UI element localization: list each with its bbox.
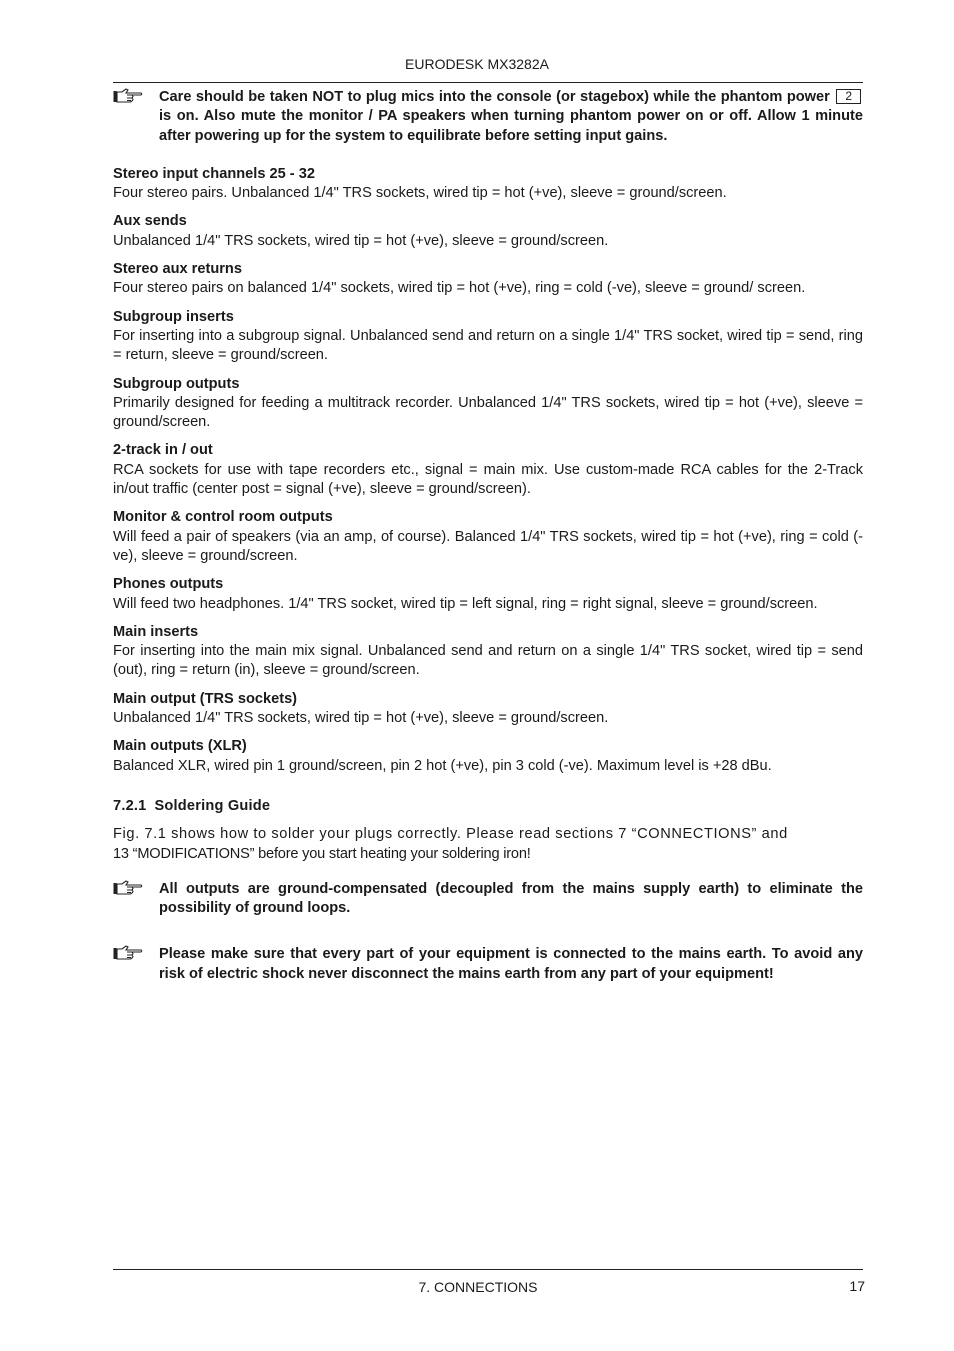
section-main-outputs-xlr	[113, 737, 863, 776]
section-stereo-inputs	[113, 165, 863, 204]
soldering-paragraph-line1: Fig. 7.1 shows how to solder your plugs correctly. Please read sections 7 “CONNECTIONS” and	[113, 826, 788, 843]
section-heading: Main inserts	[113, 623, 199, 640]
section-heading: Subgroup inserts	[113, 308, 234, 325]
section-body: Four stereo pairs. Unbalanced 1/4" TRS sockets, wired tip = hot (+ve), sleeve = ground/screen.	[113, 185, 727, 202]
mains-earth-note-text: Please make sure that every part of your equipment is connected to the mains earth. To avoid any risk of electric shock never disconnect the mains earth from any part of your equipment!	[159, 946, 863, 982]
section-subgroup-outputs	[113, 375, 863, 433]
soldering-paragraph-line2: 13 “MODIFICATIONS” before you start heating your soldering iron!	[113, 845, 531, 862]
phantom-note-text-part2: is on. Also mute the monitor / PA speakers when turning phantom power on or off. Allow 1 minute after powering up for the system to equilibrate before setting input gains.	[159, 108, 863, 144]
mains-earth-note	[113, 945, 863, 984]
section-body: For inserting into a subgroup signal. Unbalanced send and return on a single 1/4" TRS socket, wired tip = send, ring = return, sleeve = ground/screen.	[113, 327, 863, 364]
section-heading: Stereo aux returns	[113, 261, 242, 278]
section-body: Primarily designed for feeding a multitrack recorder. Unbalanced 1/4" TRS sockets, wired tip = hot (+ve), sleeve = ground/screen.	[113, 394, 863, 431]
running-header: EURODESK MX3282A	[405, 56, 549, 72]
section-monitor-outputs	[113, 508, 863, 566]
phantom-power-note	[113, 88, 863, 146]
section-subgroup-inserts	[113, 308, 863, 366]
ground-loop-note	[113, 880, 863, 919]
section-aux-sends	[113, 212, 863, 251]
section-heading: 2-track in / out	[113, 442, 213, 459]
subsection-title	[113, 797, 863, 816]
section-body: Balanced XLR, wired pin 1 ground/screen, pin 2 hot (+ve), pin 3 cold (-ve). Maximum level is +28 dBu.	[113, 757, 772, 774]
section-heading: Monitor & control room outputs	[113, 509, 333, 526]
control-reference-box: 2	[836, 89, 861, 104]
pointing-hand-icon	[113, 880, 143, 898]
section-heading: Subgroup outputs	[113, 375, 240, 392]
section-phones-outputs	[113, 575, 863, 614]
section-heading: Stereo input channels 25 - 32	[113, 165, 315, 182]
pointing-hand-icon	[113, 88, 143, 106]
section-body: Will feed a pair of speakers (via an amp, of course). Balanced 1/4" TRS sockets, wired tip = hot (+ve), ring = cold (-ve), sleeve = ground/screen.	[113, 528, 863, 564]
section-body: Unbalanced 1/4" TRS sockets, wired tip = hot (+ve), sleeve = ground/screen.	[113, 232, 609, 249]
section-body: Unbalanced 1/4" TRS sockets, wired tip = hot (+ve), sleeve = ground/screen.	[113, 710, 609, 727]
phantom-note-text-part1: Care should be taken NOT to plug mics into the console (or stagebox) while the phantom power	[159, 89, 830, 105]
section-main-inserts	[113, 623, 863, 681]
subsection-label: Soldering Guide	[154, 797, 271, 814]
soldering-paragraph	[113, 825, 863, 864]
section-2-track	[113, 441, 863, 499]
section-heading: Aux sends	[113, 213, 187, 230]
page-content	[113, 88, 863, 984]
subsection-number: 7.2.1	[113, 797, 147, 814]
pointing-hand-icon	[113, 945, 143, 963]
ground-loop-note-text: All outputs are ground-compensated (decoupled from the mains supply earth) to eliminate the possibility of ground loops.	[159, 880, 863, 917]
section-body: RCA sockets for use with tape recorders etc., signal = main mix. Use custom-made RCA cables for the 2-Track in/out traffic (center post = signal (+ve), sleeve = ground/screen).	[113, 461, 863, 498]
footer-section-name: 7. CONNECTIONS	[418, 1279, 538, 1295]
section-heading: Main output (TRS sockets)	[113, 690, 298, 707]
section-heading: Main outputs (XLR)	[113, 738, 247, 755]
section-body: Four stereo pairs on balanced 1/4" sockets, wired tip = hot (+ve), ring = cold (-ve), sleeve = ground/ screen.	[113, 280, 806, 297]
section-stereo-aux-returns	[113, 260, 863, 299]
section-heading: Phones outputs	[113, 576, 224, 593]
page-number: 17	[849, 1278, 865, 1294]
header-divider	[113, 82, 863, 83]
footer-divider	[113, 1269, 863, 1270]
section-main-output-trs	[113, 690, 863, 729]
section-body: For inserting into the main mix signal. Unbalanced send and return on a single 1/4" TRS socket, wired tip = send (out), ring = return (in), sleeve = ground/screen.	[113, 643, 863, 679]
section-body: Will feed two headphones. 1/4" TRS socket, wired tip = left signal, ring = right signal, sleeve = ground/screen.	[113, 595, 818, 612]
